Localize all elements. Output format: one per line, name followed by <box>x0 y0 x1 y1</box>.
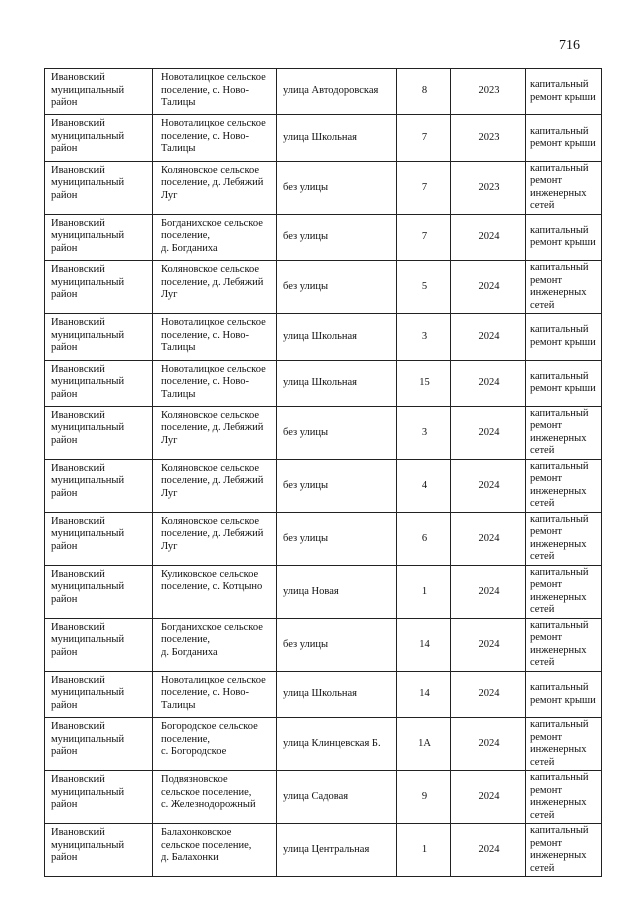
district-cell-text: Ивановский муниципальный район <box>51 462 125 499</box>
work-type-cell-text: капитальный ремонт инженерных сетей <box>530 566 589 616</box>
table-row <box>45 214 602 260</box>
year-cell <box>451 512 526 565</box>
work-type-cell <box>526 824 602 877</box>
house-number-cell <box>397 406 451 459</box>
district-cell <box>45 771 153 824</box>
year-cell <box>451 771 526 824</box>
house-number-cell-text: 4 <box>421 479 428 491</box>
street-cell-text: улица Садовая <box>283 791 349 803</box>
settlement-cell-text: Богданихское сельское поселение, д. Богданиха <box>161 217 263 254</box>
table-row <box>45 406 602 459</box>
district-cell-text: Ивановский муниципальный район <box>51 721 125 758</box>
year-cell-text: 2024 <box>478 231 500 243</box>
work-type-cell <box>526 771 602 824</box>
street-cell-text: улица Школьная <box>283 688 357 700</box>
table-row <box>45 718 602 771</box>
house-number-cell-text: 7 <box>421 231 428 243</box>
district-cell-text: Ивановский муниципальный район <box>51 515 125 552</box>
district-cell <box>45 565 153 618</box>
district-cell <box>45 718 153 771</box>
settlement-cell <box>153 771 277 824</box>
work-type-cell-text: капитальный ремонт инженерных сетей <box>530 772 589 821</box>
street-cell-text: улица Школьная <box>283 330 357 342</box>
district-cell <box>45 261 153 314</box>
house-number-cell-text: 1А <box>418 738 431 750</box>
page-number: 716 <box>559 38 580 53</box>
settlement-cell-text: Коляновское сельское поселение, д. Лебяжий Луг <box>161 515 264 552</box>
work-type-cell-text: капитальный ремонт крыши <box>530 324 596 348</box>
house-number-cell-text: 3 <box>421 426 428 438</box>
street-cell <box>277 671 397 717</box>
settlement-cell-text: Новоталицкое сельское поселение, с. Ново- Талицы <box>161 118 266 155</box>
year-cell <box>451 261 526 314</box>
settlement-cell-text: Богородское сельское поселение, с. Богородское <box>161 721 258 758</box>
district-cell-text: Ивановский муниципальный район <box>51 774 125 811</box>
district-cell-text: Ивановский муниципальный район <box>51 72 125 108</box>
district-cell-text: Ивановский муниципальный район <box>51 164 125 201</box>
year-cell-text: 2023 <box>478 85 500 97</box>
year-cell <box>451 565 526 618</box>
district-cell <box>45 161 153 214</box>
house-number-cell-text: 7 <box>421 131 428 143</box>
house-number-cell-text: 14 <box>419 688 430 700</box>
settlement-cell-text: Новоталицкое сельское поселение, с. Ново- Талицы <box>161 317 266 354</box>
year-cell-text: 2023 <box>478 131 500 143</box>
house-number-cell <box>397 718 451 771</box>
year-cell <box>451 671 526 717</box>
year-cell <box>451 314 526 360</box>
settlement-cell-text: Коляновское сельское поселение, д. Лебяжий Луг <box>161 164 264 201</box>
year-cell-text: 2024 <box>478 532 500 544</box>
work-type-cell <box>526 565 602 618</box>
work-type-cell <box>526 671 602 717</box>
settlement-cell <box>153 261 277 314</box>
year-cell-text: 2024 <box>478 688 500 700</box>
work-type-cell <box>526 406 602 459</box>
table-row <box>45 824 602 877</box>
house-number-cell-text: 3 <box>421 330 428 342</box>
house-number-cell-text: 6 <box>421 532 428 544</box>
street-cell-text: без улицы <box>283 280 329 292</box>
work-type-cell-text: капитальный ремонт инженерных сетей <box>530 162 589 212</box>
year-cell <box>451 69 526 115</box>
district-cell <box>45 214 153 260</box>
year-cell-text: 2024 <box>478 330 500 342</box>
settlement-cell <box>153 618 277 671</box>
work-type-cell-text: капитальный ремонт крыши <box>530 125 596 150</box>
district-cell <box>45 459 153 512</box>
district-cell <box>45 671 153 717</box>
work-type-cell <box>526 214 602 260</box>
settlement-cell-text: Новоталицкое сельское поселение, с. Ново- Талицы <box>161 72 266 108</box>
table-body <box>45 69 602 877</box>
table-row <box>45 459 602 512</box>
year-cell <box>451 115 526 161</box>
district-cell-text: Ивановский муниципальный район <box>51 363 125 400</box>
district-cell-text: Ивановский муниципальный район <box>51 409 125 446</box>
house-number-cell <box>397 671 451 717</box>
house-number-cell-text: 1 <box>421 585 428 597</box>
street-cell <box>277 718 397 771</box>
house-number-cell <box>397 618 451 671</box>
table-row <box>45 771 602 824</box>
work-type-cell <box>526 618 602 671</box>
settlement-cell <box>153 565 277 618</box>
house-number-cell-text: 5 <box>421 280 428 292</box>
work-type-cell <box>526 459 602 512</box>
settlement-cell <box>153 406 277 459</box>
street-cell <box>277 115 397 161</box>
work-type-cell <box>526 161 602 214</box>
work-type-cell-text: капитальный ремонт крыши <box>530 682 596 706</box>
year-cell-text: 2024 <box>478 638 500 650</box>
settlement-cell <box>153 459 277 512</box>
street-cell <box>277 565 397 618</box>
district-cell-text: Ивановский муниципальный район <box>51 621 125 658</box>
house-number-cell <box>397 360 451 406</box>
year-cell-text: 2024 <box>478 479 500 491</box>
settlement-cell-text: Богданихское сельское поселение, д. Богданиха <box>161 621 263 658</box>
settlement-cell-text: Коляновское сельское поселение, д. Лебяжий Луг <box>161 409 264 446</box>
year-cell <box>451 360 526 406</box>
year-cell-text: 2024 <box>478 738 500 750</box>
year-cell <box>451 824 526 877</box>
street-cell-text: улица Автодоровская <box>283 85 379 97</box>
house-number-cell <box>397 261 451 314</box>
street-cell-text: улица Клинцевская Б. <box>283 738 381 750</box>
district-cell-text: Ивановский муниципальный район <box>51 674 125 711</box>
settlement-cell-text: Новоталицкое сельское поселение, с. Ново- Талицы <box>161 363 266 400</box>
year-cell <box>451 618 526 671</box>
house-number-cell-text: 9 <box>421 791 428 803</box>
table-row <box>45 618 602 671</box>
settlement-cell <box>153 214 277 260</box>
work-type-cell-text: капитальный ремонт инженерных сетей <box>530 460 589 510</box>
settlement-cell-text: Балахонковское сельское поселение, д. Балахонки <box>161 827 252 864</box>
district-cell <box>45 69 153 115</box>
settlement-cell-text: Коляновское сельское поселение, д. Лебяжий Луг <box>161 264 264 301</box>
street-cell <box>277 161 397 214</box>
work-type-cell-text: капитальный ремонт инженерных сетей <box>530 513 589 563</box>
house-number-cell-text: 15 <box>419 377 430 388</box>
street-cell <box>277 406 397 459</box>
table-row <box>45 69 602 115</box>
table-row <box>45 671 602 717</box>
table-row <box>45 161 602 214</box>
settlement-cell <box>153 671 277 717</box>
work-type-cell-text: капитальный ремонт инженерных сетей <box>530 407 589 457</box>
house-number-cell <box>397 512 451 565</box>
work-type-cell <box>526 115 602 161</box>
table-row <box>45 261 602 314</box>
work-type-cell <box>526 314 602 360</box>
house-number-cell-text: 7 <box>421 181 428 193</box>
work-type-cell <box>526 69 602 115</box>
street-cell-text: улица Новая <box>283 585 339 597</box>
settlement-cell <box>153 69 277 115</box>
district-cell <box>45 824 153 877</box>
work-type-cell-text: капитальный ремонт инженерных сетей <box>530 262 589 311</box>
street-cell-text: без улицы <box>283 532 329 544</box>
district-cell-text: Ивановский муниципальный район <box>51 264 125 301</box>
year-cell <box>451 214 526 260</box>
year-cell-text: 2024 <box>478 377 500 388</box>
street-cell <box>277 771 397 824</box>
table-row <box>45 360 602 406</box>
work-type-cell-text: капитальный ремонт инженерных сетей <box>530 825 589 874</box>
settlement-cell-text: Коляновское сельское поселение, д. Лебяжий Луг <box>161 462 264 499</box>
street-cell-text: без улицы <box>283 479 329 491</box>
settlement-cell <box>153 161 277 214</box>
settlement-cell <box>153 314 277 360</box>
work-type-cell <box>526 360 602 406</box>
work-type-cell <box>526 261 602 314</box>
house-number-cell <box>397 161 451 214</box>
district-cell-text: Ивановский муниципальный район <box>51 827 125 864</box>
work-type-cell-text: капитальный ремонт крыши <box>530 224 596 249</box>
district-cell-text: Ивановский муниципальный район <box>51 118 125 155</box>
district-cell <box>45 406 153 459</box>
year-cell-text: 2024 <box>478 585 500 597</box>
house-number-cell <box>397 824 451 877</box>
street-cell <box>277 459 397 512</box>
street-cell <box>277 824 397 877</box>
settlement-cell <box>153 718 277 771</box>
table-row <box>45 115 602 161</box>
house-number-cell <box>397 214 451 260</box>
district-cell <box>45 360 153 406</box>
table-row <box>45 565 602 618</box>
year-cell <box>451 161 526 214</box>
work-type-cell <box>526 512 602 565</box>
year-cell <box>451 459 526 512</box>
year-cell-text: 2024 <box>478 844 500 856</box>
street-cell-text: без улицы <box>283 181 329 193</box>
district-cell <box>45 115 153 161</box>
house-number-cell-text: 14 <box>419 638 430 650</box>
district-cell-text: Ивановский муниципальный район <box>51 217 125 254</box>
house-number-cell <box>397 314 451 360</box>
settlement-cell <box>153 360 277 406</box>
street-cell-text: улица Школьная <box>283 131 357 143</box>
settlement-cell-text: Подвязновское сельское поселение, с. Железнодорожный <box>161 774 256 811</box>
district-cell-text: Ивановский муниципальный район <box>51 568 125 605</box>
house-number-cell <box>397 565 451 618</box>
house-number-cell <box>397 115 451 161</box>
settlement-cell-text: Куликовское сельское поселение, с. Котцыно <box>161 568 263 593</box>
district-cell-text: Ивановский муниципальный район <box>51 317 125 354</box>
settlement-cell <box>153 824 277 877</box>
house-number-cell <box>397 771 451 824</box>
settlement-cell <box>153 512 277 565</box>
district-cell <box>45 618 153 671</box>
street-cell <box>277 314 397 360</box>
year-cell <box>451 718 526 771</box>
settlement-cell <box>153 115 277 161</box>
year-cell-text: 2024 <box>478 280 500 292</box>
work-type-cell-text: капитальный ремонт крыши <box>530 79 596 103</box>
street-cell-text: без улицы <box>283 231 329 243</box>
street-cell <box>277 214 397 260</box>
settlement-cell-text: Новоталицкое сельское поселение, с. Ново- Талицы <box>161 674 266 711</box>
house-number-cell <box>397 459 451 512</box>
table-row <box>45 512 602 565</box>
housing-repair-table <box>44 68 602 877</box>
street-cell-text: улица Центральная <box>283 844 370 856</box>
table-row <box>45 314 602 360</box>
house-number-cell-text: 8 <box>421 85 428 97</box>
house-number-cell <box>397 69 451 115</box>
work-type-cell <box>526 718 602 771</box>
street-cell <box>277 261 397 314</box>
street-cell <box>277 69 397 115</box>
year-cell-text: 2024 <box>478 426 500 438</box>
street-cell-text: без улицы <box>283 638 329 650</box>
house-number-cell-text: 1 <box>421 844 428 856</box>
street-cell <box>277 360 397 406</box>
district-cell <box>45 512 153 565</box>
street-cell-text: улица Школьная <box>283 377 357 388</box>
district-cell <box>45 314 153 360</box>
work-type-cell-text: капитальный ремонт инженерных сетей <box>530 719 589 768</box>
work-type-cell-text: капитальный ремонт инженерных сетей <box>530 619 589 669</box>
street-cell <box>277 618 397 671</box>
street-cell-text: без улицы <box>283 426 329 438</box>
work-type-cell-text: капитальный ремонт крыши <box>530 370 596 395</box>
year-cell-text: 2024 <box>478 791 500 803</box>
year-cell <box>451 406 526 459</box>
street-cell <box>277 512 397 565</box>
year-cell-text: 2023 <box>478 181 500 193</box>
